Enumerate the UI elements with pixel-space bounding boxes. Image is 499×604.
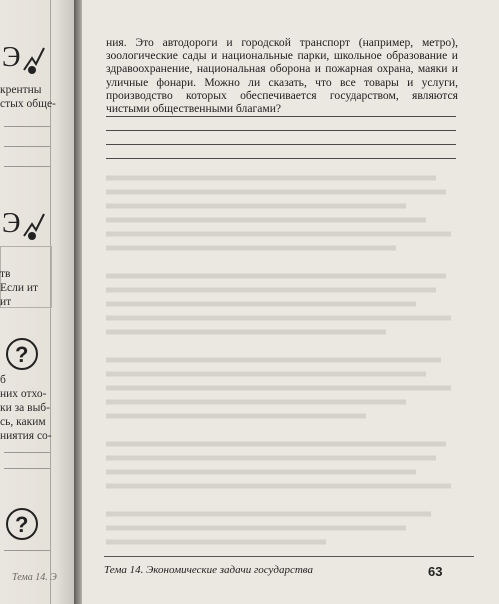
left-divider bbox=[4, 166, 50, 167]
left-text-fragment: стых обще- bbox=[0, 98, 56, 110]
svg-text:?: ? bbox=[15, 342, 29, 367]
left-divider bbox=[4, 126, 50, 127]
bleed-through-texture bbox=[106, 172, 456, 552]
left-text-fragment: ит bbox=[0, 296, 12, 308]
left-footer: Тема 14. Э bbox=[12, 572, 57, 583]
left-text-fragment: них отхо- bbox=[0, 388, 47, 400]
left-divider bbox=[4, 452, 50, 453]
question-head-icon bbox=[2, 336, 46, 372]
answer-line bbox=[106, 158, 456, 159]
left-text-fragment: тв bbox=[0, 268, 11, 280]
economics-logo-icon bbox=[2, 40, 46, 76]
svg-text:Э: Э bbox=[2, 208, 21, 239]
economics-logo-icon bbox=[2, 206, 46, 242]
left-text-fragment: ниятия со- bbox=[0, 430, 52, 442]
svg-text:?: ? bbox=[15, 512, 29, 537]
right-page bbox=[82, 0, 499, 604]
left-text-fragment: б bbox=[0, 374, 6, 386]
answer-line bbox=[106, 144, 456, 145]
answer-line bbox=[106, 130, 456, 131]
left-divider bbox=[4, 468, 50, 469]
question-head-icon bbox=[2, 506, 46, 542]
footer-title: Тема 14. Экономические задачи государства bbox=[104, 564, 313, 576]
footer-rule bbox=[104, 556, 474, 557]
answer-line bbox=[106, 116, 456, 117]
left-text-fragment: ки за выб- bbox=[0, 402, 50, 414]
left-divider bbox=[4, 146, 50, 147]
page-number: 63 bbox=[428, 564, 443, 579]
svg-text:Э: Э bbox=[2, 42, 21, 73]
left-text-fragment: Если ит bbox=[0, 282, 39, 294]
left-page bbox=[0, 0, 74, 604]
left-text-fragment: сь, каким bbox=[0, 416, 46, 428]
main-paragraph: ния. Это автодороги и городской транспорт (например, метро), зоологические сады и национальные парки, школьное образование и здравоохранение, национальная оборона и пожарная охрана, маяки и уличные фонари. Можно ли сказать, что все товары и услуги, производство которых обеспечивается государством, являются чистыми общественными благами? bbox=[106, 36, 458, 116]
left-text-fragment: крентны bbox=[0, 84, 42, 96]
left-divider bbox=[4, 550, 50, 551]
